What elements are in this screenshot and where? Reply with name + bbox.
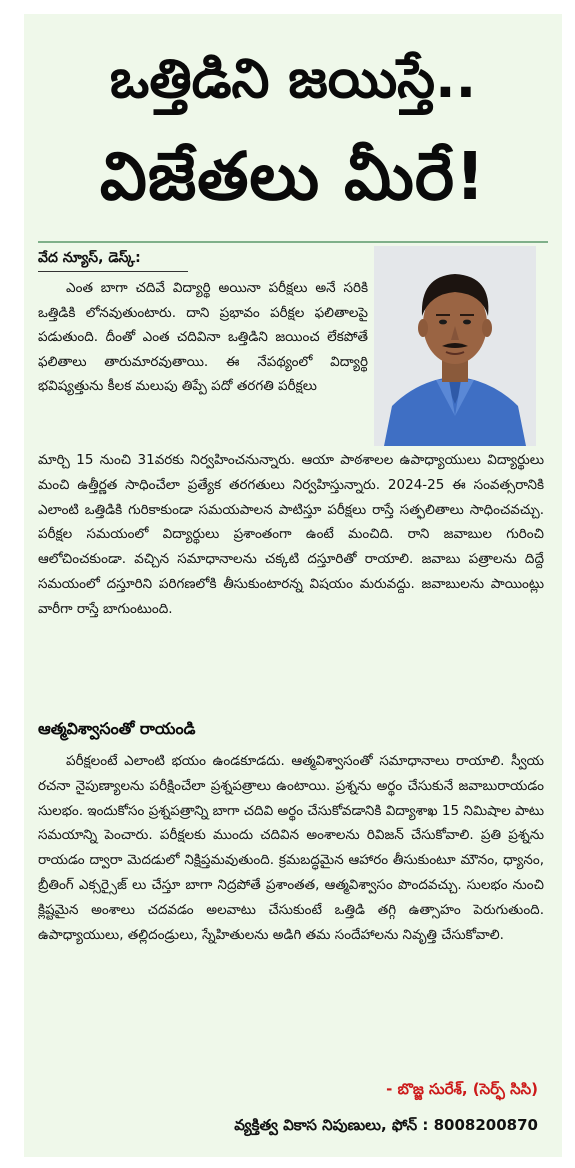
intro-paragraph	[38, 276, 368, 399]
article-page	[24, 14, 562, 1157]
author-signature: - బొజ్జ సురేశ్, (సెర్ఫ్ సిసి)	[386, 1080, 538, 1098]
headline-divider	[38, 241, 548, 243]
section-body-text: పరీక్షలంటే ఎలాంటి భయం ఉండకూడదు. ఆత్మవిశ్వాసంతో సమాధానాలు రాయాలి. స్వీయ రచనా నైపుణ్యాలను పరీక్షించేలా ప్రశ్నపత్రాలు ఉంటాయి. ప్రశ్నను అర్థం చేసుకునే జవాబురాయడం సులభం. ఇందుకోసం ప్రశ్నపత్రాన్ని బాగా చదివి అర్థం చేసుకోవడానికి విద్యాశాఖ 15 నిమిషాల పాటు సమయాన్ని పెంచారు. పరీక్షలకు ముందు చదివిన అంశాలను రివిజన్ చేసుకోవాలి. ప్రతి ప్రశ్నను రాయడం ద్వారా మెదడులో నిక్షిప్తమవుతుంది. క్రమబద్ధమైన ఆహారం తీసుకుంటూ మౌనం, ధ్యానం, బ్రీతింగ్ ఎక్సర్సైజ్ లు చేస్తూ బాగా నిద్రపోతే ప్రశాంతత, ఆత్మవిశ్వాసం పొందవచ్చు. సులభం నుంచి క్లిష్టమైన అంశాలు చదవడం అలవాటు చేసుకుంటే ఒత్తిడి తగ్గి ఉత్సాహం పెరుగుతుంది. ఉపాధ్యాయులు, తల్లిదండ్రులు, స్నేహితులను అడిగి తమ సందేహాలను నివృత్తి చేసుకోవాలి.	[38, 753, 544, 943]
dateline: వేద న్యూస్, డెస్క్:	[38, 250, 141, 266]
author-portrait-image	[374, 246, 536, 446]
dateline-underline	[38, 271, 188, 272]
headline-line-1: ఒత్తిడిని జయిస్తే..	[109, 47, 477, 110]
intro-continued-text: మార్చి 15 నుంచి 31వరకు నిర్వహించనున్నారు. ఆయా పాఠశాలల ఉపాధ్యాయులు విద్యార్థులు మంచి ఉత్తీర్ణత సాధించేలా ప్రత్యేక తరగతులు నిర్వహిస్తున్నారు. 2024-25 ఈ సంవత్సరానికి ఎలాంటి ఒత్తిడికి గురికాకుండా సమయపాలన పాటిస్తూ పరీక్షలు రాస్తే సత్ఫలితాలు సాధించవచ్చు. పరీక్షల సమయంలో విద్యార్థులు ప్రశాంతంగా ఉంటే మంచిది. రాని జవాబుల గురించి ఆలోచించకుండా. వచ్చిన సమాధానాలను చక్కటి దస్తూరితో రాయాలి. జవాబు పత్రాలను దిద్దే సమయంలో దస్తూరిని పరిగణలోకి తీసుకుంటారన్న విషయం మరువద్దు. జవాబులను పాయింట్లు వారీగా రాస్తే బాగుంటుంది.	[38, 452, 544, 617]
section-body	[38, 749, 544, 947]
section-subheading: ఆత్మవిశ్వాసంతో రాయండి	[38, 719, 196, 738]
intro-text: ఎంత బాగా చదివే విద్యార్థి అయినా పరీక్షలు అనే సరికి ఒత్తిడికి లోనవుతుంటారు. దాని ప్రభావం పరీక్షల ఫలితాలపై పడుతుంది. దీంతో ఎంత చదివినా ఒత్తిడిని జయించ లేకపోతే ఫలితాలు తారుమారవుతాయి. ఈ నేపథ్యంలో విద్యార్థి భవిష్యత్తును కీలక మలుపు తిప్పే పదో తరగతి పరీక్షలు	[38, 280, 368, 394]
author-contact: వ్యక్తిత్వ వికాస నిపుణులు, ఫోన్ : 8008200870	[234, 1116, 538, 1134]
author-photo	[374, 246, 536, 446]
headline-line-2: విజేతలు మీరే!	[99, 138, 487, 215]
intro-continued	[38, 448, 544, 622]
